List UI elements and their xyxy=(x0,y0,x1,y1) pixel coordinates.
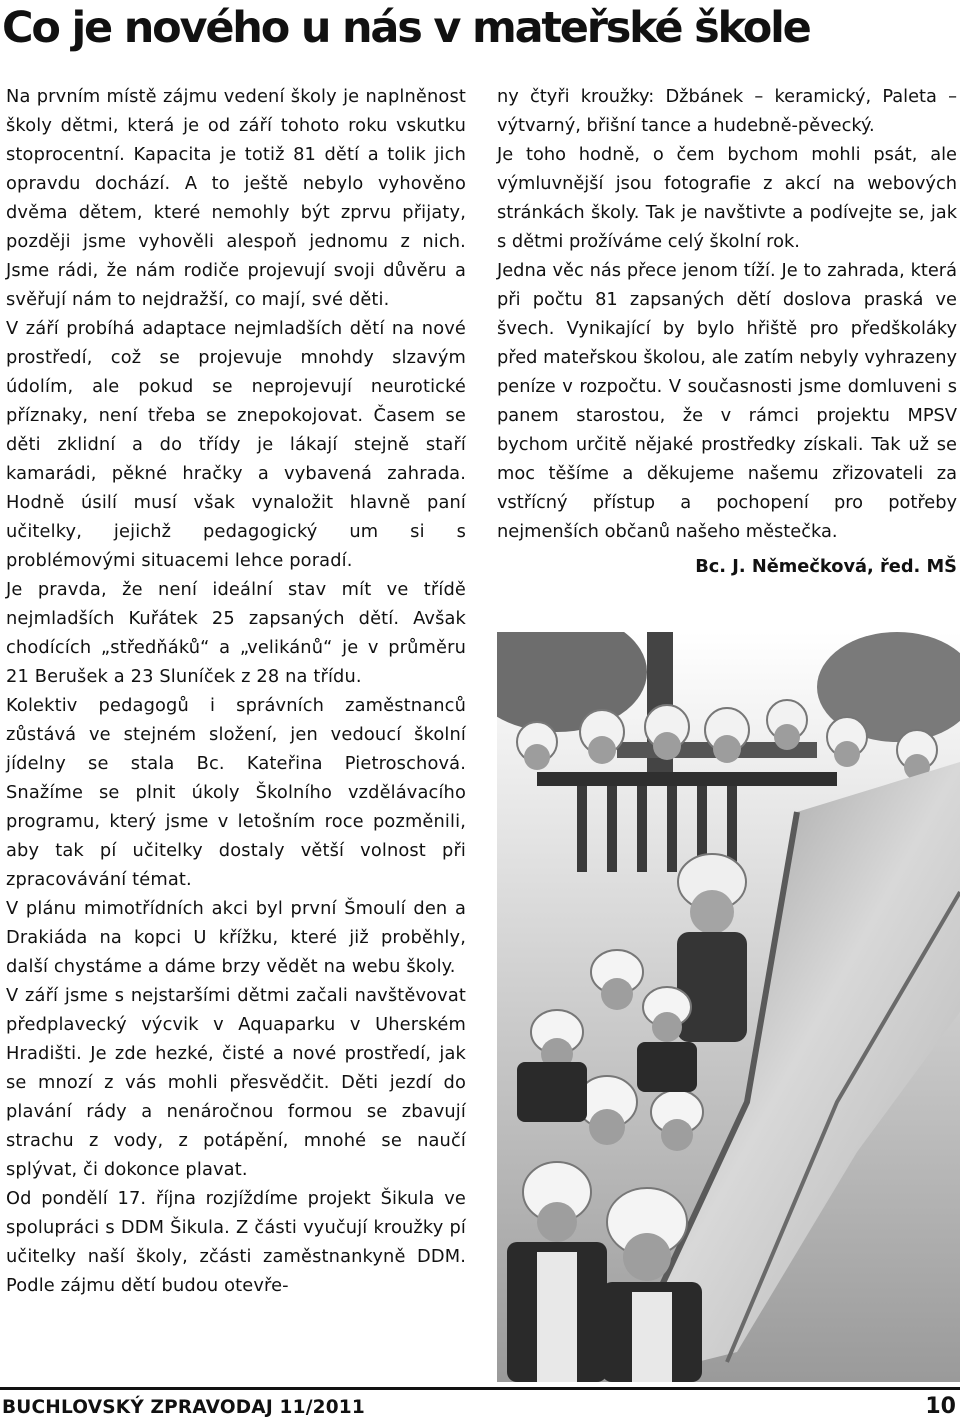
paragraph: V plánu mimotřídních akci byl první Šmoulí den a Drakiáda na kopci U křížku, které již proběhly, další chystáme a dáme brzy vědět na webu školy. xyxy=(6,898,466,977)
paragraph: ny čtyři kroužky: Džbánek – keramický, Paleta – výtvarný, břišní tance a hudebně-pěvecký. xyxy=(497,86,957,136)
article-right-column xyxy=(497,82,957,581)
paragraph: Je pravda, že není ideální stav mít ve třídě nejmladších Kuřátek 25 zapsaných dětí. Avšak chodících „středňáků“ a „velikánů“ je v průměru 21 Berušek a 23 Sluníček z 28 na třídu. xyxy=(6,579,466,687)
paragraph: Od pondělí 17. října rozjíždíme projekt Šikula ve spolupráci s DDM Šikula. Z části vyučují kroužky pí učitelky naší školy, zčásti zaměstnankyně DDM. Podle zájmu dětí budou otevře- xyxy=(6,1188,466,1296)
paragraph: Jedna věc nás přece jenom tíží. Je to zahrada, která při počtu 81 zapsaných dětí doslova praská ve švech. Vynikající by bylo hřiště pro předškoláky před mateřskou školou, ale zatím nebyly vyhrazeny peníze v rozpočtu. V současnosti jsme domluveni s panem starostou, že v rámci projektu MPSV bychom určitě nějaké prostředky získali. Tak už se moc těšíme a děkujeme našemu zřizovateli za vstřícný přístup a pochopení pro potřeby nejmenších občanů našeho městečka. xyxy=(497,260,957,542)
paragraph: Je toho hodně, o čem bychom mohli psát, ale výmluvnější jsou fotografie z akcí na webových stránkách školy. Tak je navštivte a podívejte se, jak s dětmi prožíváme celý školní rok. xyxy=(497,144,957,252)
children-slide-photo xyxy=(497,632,960,1382)
paragraph: Kolektiv pedagogů i správních zaměstnanců zůstává ve stejném složení, jen vedoucí školní jídelny se stala Bc. Kateřina Pietroschová. Snažíme se plnit úkoly Školního vzdělávacího programu, který jsme v letošním roce pozměnili, aby tak pí učitelky dostaly větší volnost při zpracovávání témat. xyxy=(6,695,466,890)
paragraph: V září probíhá adaptace nejmladších dětí na nové prostředí, což se projevuje mnohdy slzavým údolím, ale pokud se neprojevují neurotické příznaky, není třeba se znepokojovat. Časem se děti zklidní a do třídy je lákají stejně staří kamarádi, pěkné hračky a vybavená zahrada. Hodně úsilí musí však vynaložit hlavně paní učitelky, jejichž pedagogický um si s problémovými situacemi lehce poradí. xyxy=(6,318,466,571)
paragraph: V září jsme s nejstaršími dětmi začali navštěvovat předplavecký výcvik v Aquaparku v Uherském Hradišti. Je zde hezké, čisté a nové prostředí, jak se mnozí z vás mohli přesvědčit. Děti jezdí do plavání rády a nenáročnou formou se zbavují strachu z vody, z potápění, mnohé se naučí splývat, či dokonce plavat. xyxy=(6,985,466,1180)
page-number: 10 xyxy=(925,1394,956,1419)
photo-illustration xyxy=(497,632,960,1382)
article-title: Co je nového u nás v mateřské škole xyxy=(2,3,810,53)
publication-name: BUCHLOVSKÝ ZPRAVODAJ 11/2011 xyxy=(2,1397,365,1418)
footer-divider xyxy=(0,1387,960,1390)
paragraph: Na prvním místě zájmu vedení školy je naplněnost školy dětmi, která je od září tohoto roku vskutku stoprocentní. Kapacita je totiž 81 dětí a tolik jich opravdu dochází. A to ještě nebylo vyhověno dvěma dětem, které nemohly být zprvu přijaty, později jsme vyhověli alespoň jednomu z nich. Jsme rádi, že nám rodiče projevují svoji důvěru a svěřují nám to nejdražší, co mají, své děti. xyxy=(6,86,466,310)
article-left-column xyxy=(6,82,466,1300)
author-signature: Bc. J. Němečková, řed. MŠ xyxy=(695,556,957,577)
